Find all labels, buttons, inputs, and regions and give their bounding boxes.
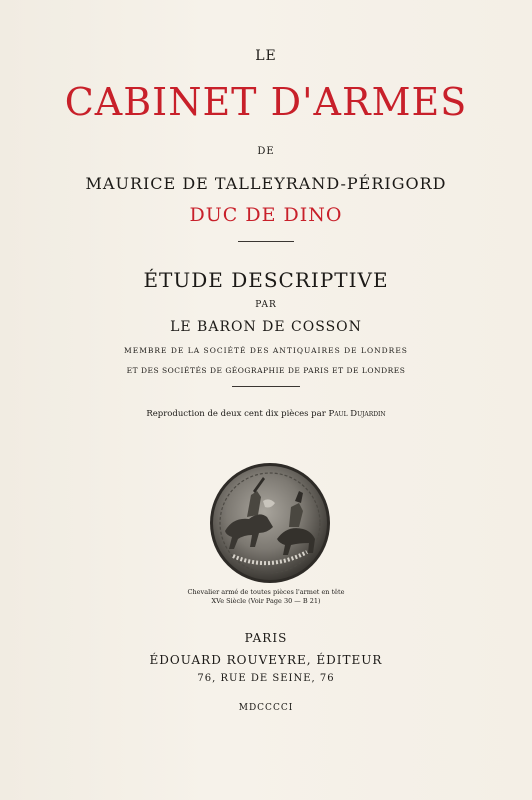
medal-knight-relief-icon — [203, 461, 338, 586]
imprint-publisher: ÉDOUARD ROUVEYRE, ÉDITEUR — [149, 653, 383, 667]
divider-1 — [238, 241, 294, 242]
artist-name: Paul Dujardin — [328, 409, 386, 419]
imprint-address: 76, RUE DE SEINE, 76 — [197, 673, 335, 684]
preposition-de: DE — [257, 146, 275, 157]
main-title: CABINET D'ARMES — [64, 80, 468, 124]
article-le: LE — [255, 48, 277, 64]
owner-name: MAURICE DE TALLEYRAND-PÉRIGORD — [85, 174, 447, 193]
preposition-par: PAR — [255, 300, 277, 310]
study-heading: ÉTUDE DESCRIPTIVE — [143, 268, 389, 292]
membership-line-2: ET DES SOCIÉTÉS DE GÉOGRAPHIE DE PARIS ET DE LONDRES — [126, 366, 406, 375]
medal-caption-1: Chevalier armé de toutes pièces l'armet en tête — [187, 588, 345, 596]
medal-illustration — [203, 461, 338, 586]
imprint-year: MDCCCCI — [238, 703, 294, 713]
imprint-city: PARIS — [244, 631, 288, 645]
reproduction-credit — [0, 409, 532, 419]
divider-2 — [232, 386, 300, 387]
medal-caption-2: XVe Siècle (Voir Page 30 — B 21) — [211, 597, 321, 605]
reproduction-text: Reproduction de deux cent dix pièces par — [146, 409, 326, 419]
membership-line-1: MEMBRE DE LA SOCIÉTÉ DES ANTIQUAIRES DE LONDRES — [124, 346, 408, 355]
duke-title: DUC DE DINO — [189, 204, 343, 226]
author-name: LE BARON DE COSSON — [170, 319, 362, 335]
